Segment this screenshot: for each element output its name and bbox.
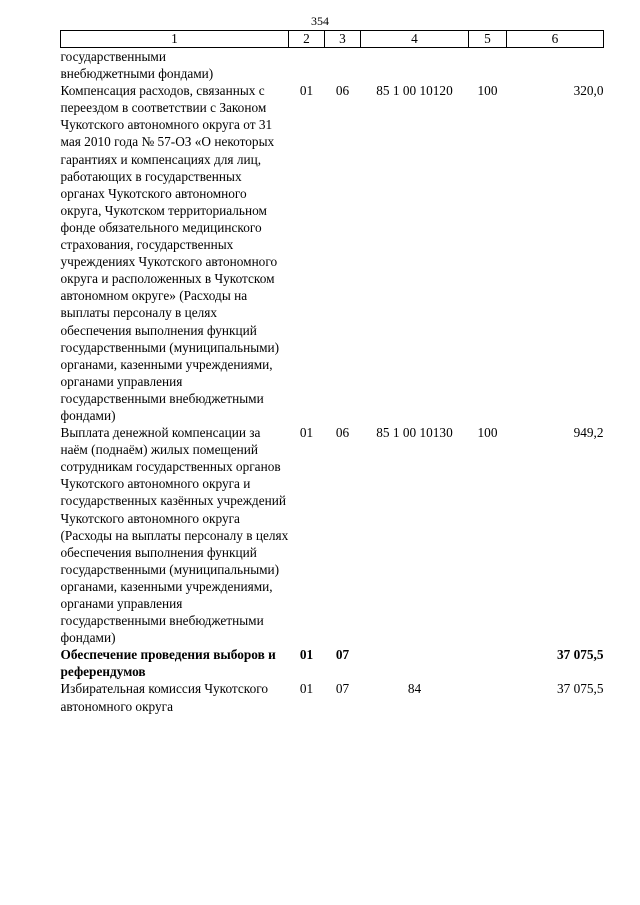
row-name: Выплата денежной компенсации за наём (поднаём) жилых помещений сотрудникам государственных органов Чукотского автономного округа и государственных казённых учреждений Чукотского автономного округа (Расходы на выплаты персоналу в целях обеспечения выполнения функций государственными (муниципальными) органами, казенными учреждениями, органами управления государственными внебюджетными фондами) (60, 425, 289, 646)
table-row (61, 82, 604, 424)
row-amount (507, 48, 604, 83)
row-subsection: 07 (335, 647, 350, 663)
row-section: 01 (299, 681, 314, 697)
row-section: 01 (299, 647, 314, 663)
row-target-code: 85 1 00 10120 (376, 83, 453, 99)
budget-table (60, 30, 604, 715)
header-col-4: 4 (361, 31, 469, 48)
header-col-1: 1 (61, 31, 289, 48)
table-row (61, 646, 604, 680)
page-number: 354 (311, 14, 329, 28)
row-amount: 949,2 (573, 425, 604, 441)
row-subsection (325, 48, 361, 83)
header-col-6: 6 (507, 31, 604, 48)
table-header-row (61, 31, 604, 48)
row-amount: 37 075,5 (556, 681, 604, 697)
row-name: Избирательная комиссия Чукотского автономного округа (60, 681, 269, 714)
row-target-code: 85 1 00 10130 (376, 425, 453, 441)
row-target-code (361, 646, 469, 680)
row-expense-type (469, 48, 507, 83)
row-name: Компенсация расходов, связанных с переездом в соответствии с Законом Чукотского автономного округа от 31 мая 2010 года № 57-ОЗ «О некоторых гарантиях и компенсациях для лиц, работающих в государственных органах Чукотского автономного округа, Чукотском территориальном фонде обязательного медицинского страхования, государственных учреждениях Чукотского автономного округа и расположенных в Чукотском автономном округе» (Расходы на выплаты персоналу в целях обеспечения выполнения функций государственными (муниципальными) органами, казенными учреждениями, органами управления государственными внебюджетными фондами) (60, 83, 280, 423)
header-col-5: 5 (469, 31, 507, 48)
header-col-2: 2 (289, 31, 325, 48)
row-name: Обеспечение проведения выборов и референдумов (60, 647, 276, 680)
row-expense-type: 100 (477, 83, 498, 99)
table-row (61, 680, 604, 714)
row-subsection: 06 (335, 425, 350, 441)
row-section: 01 (299, 425, 314, 441)
row-target-code: 84 (407, 681, 422, 697)
row-amount: 37 075,5 (556, 647, 604, 663)
row-amount: 320,0 (573, 83, 604, 99)
row-subsection: 06 (335, 83, 350, 99)
row-expense-type (469, 680, 507, 714)
table-row (61, 424, 604, 646)
header-col-3: 3 (325, 31, 361, 48)
row-target-code (361, 48, 469, 83)
row-section: 01 (299, 83, 314, 99)
row-expense-type: 100 (477, 425, 498, 441)
table-row (61, 48, 604, 83)
row-subsection: 07 (335, 681, 350, 697)
row-section (289, 48, 325, 83)
row-name: государственными внебюджетными фондами) (60, 49, 214, 82)
row-expense-type (469, 646, 507, 680)
